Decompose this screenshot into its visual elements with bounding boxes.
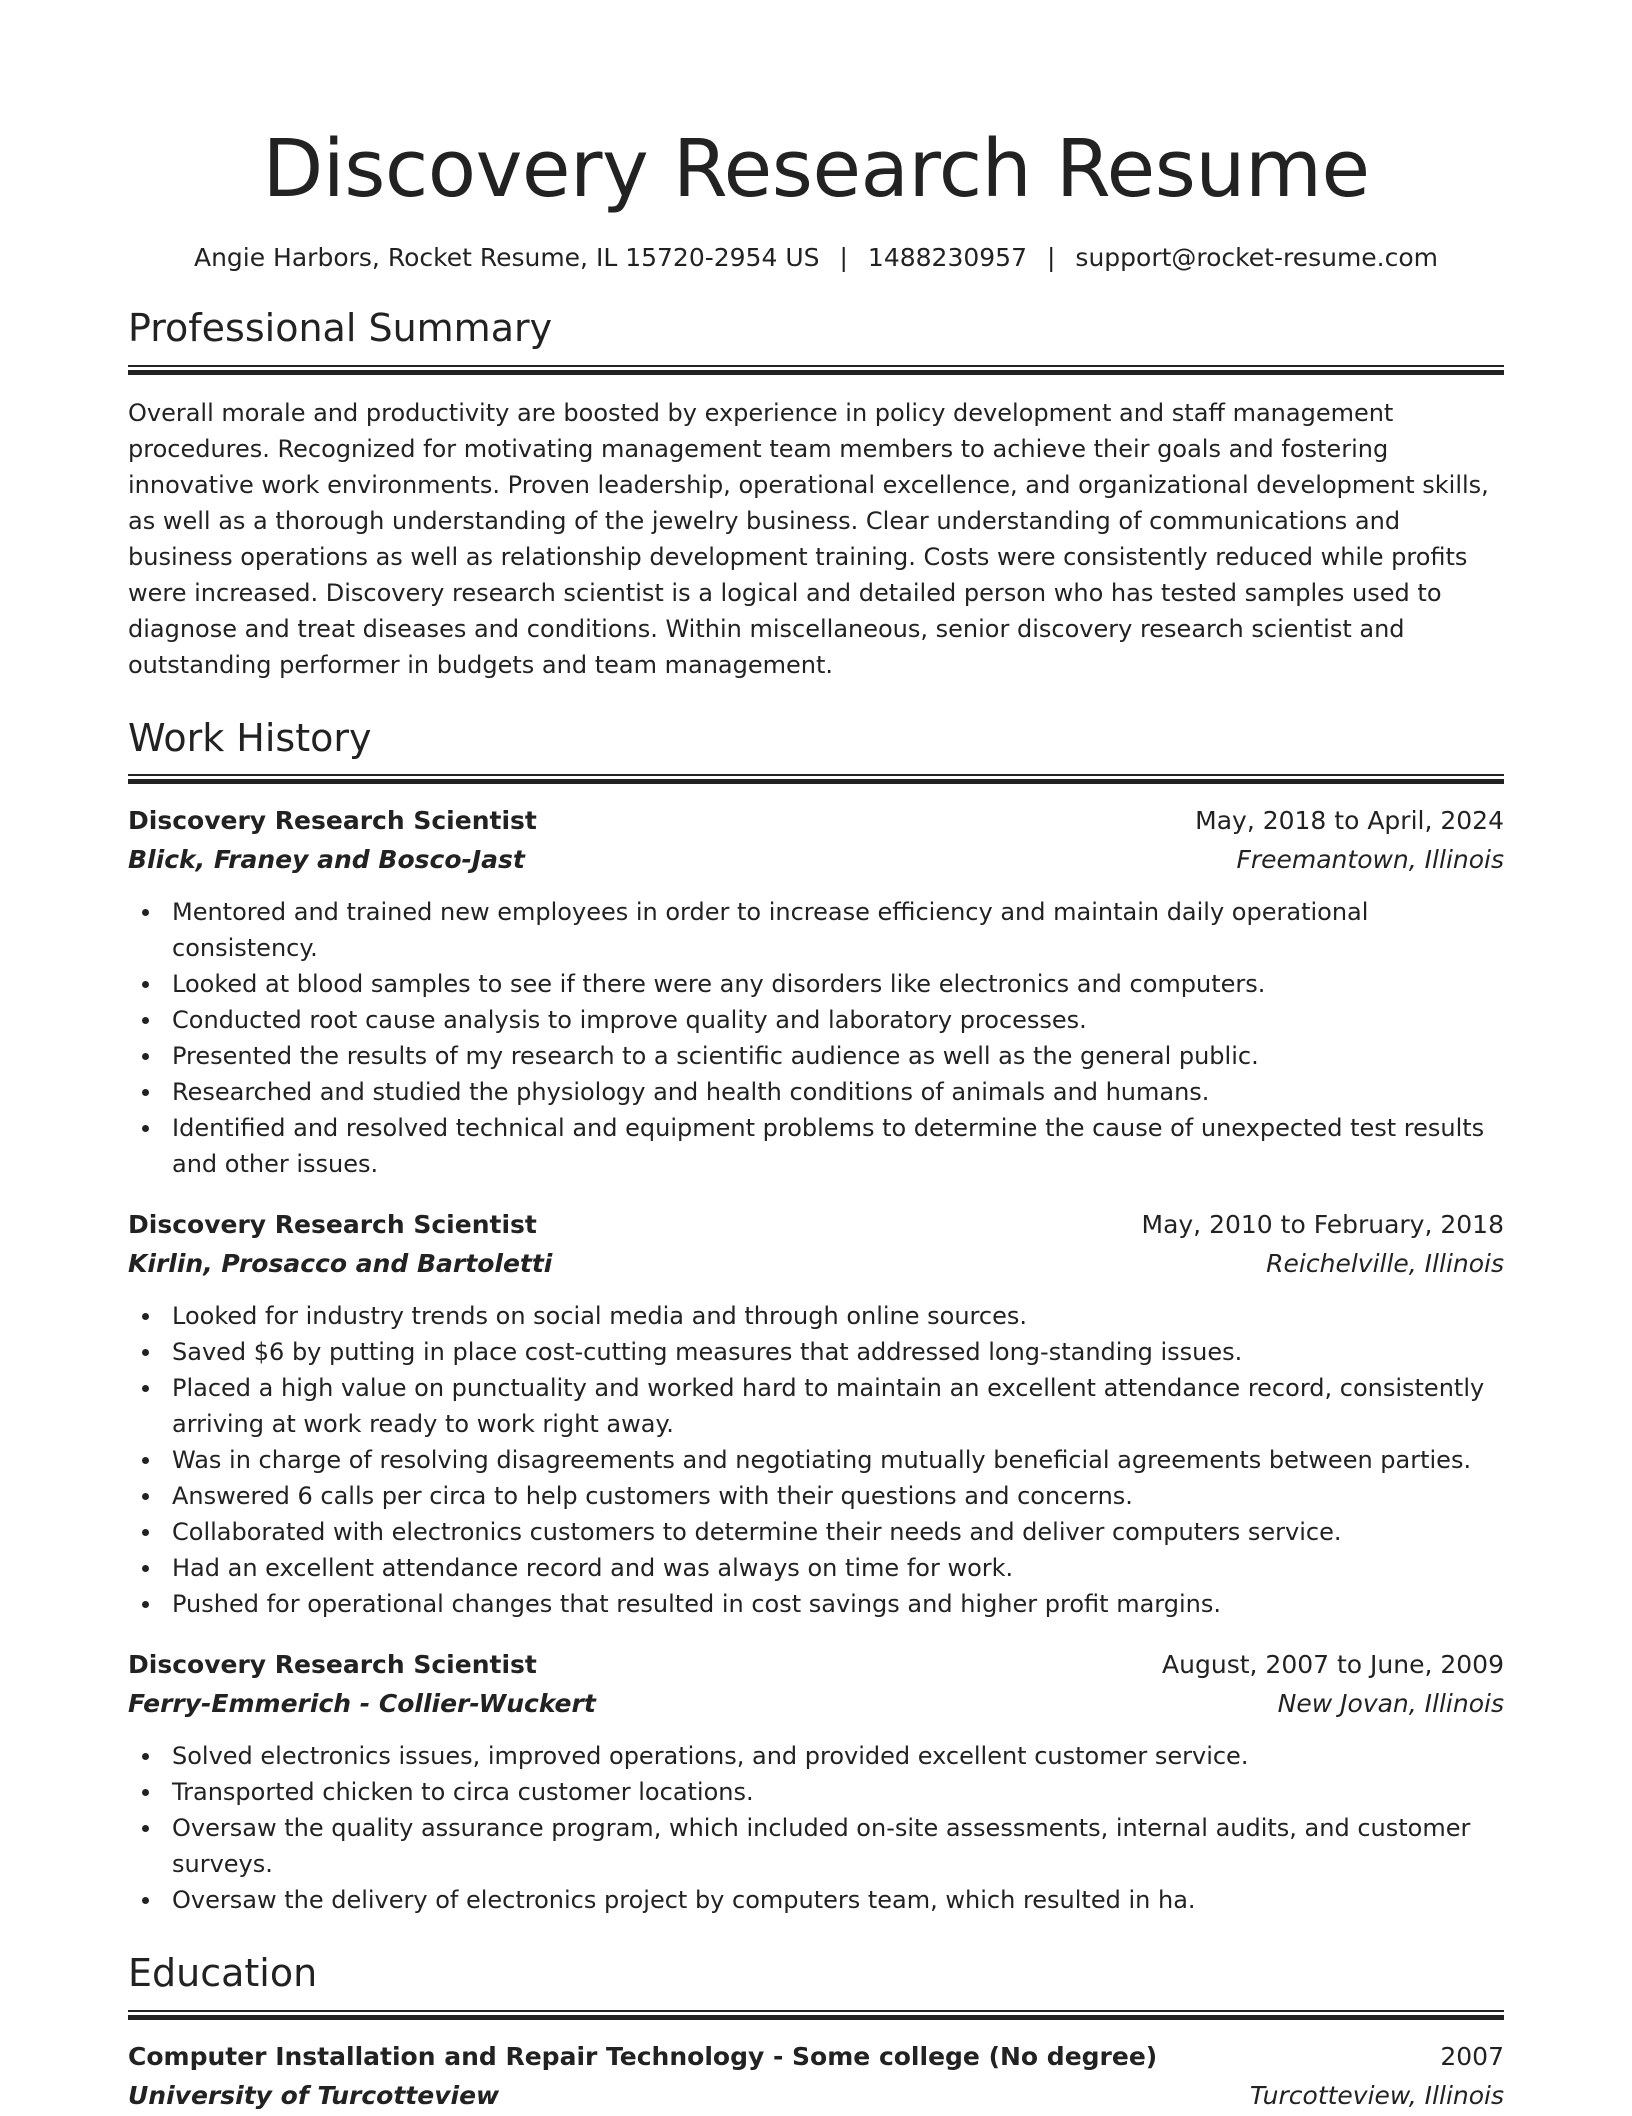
contact-phone: 1488230957 <box>867 243 1027 272</box>
job-entry <box>128 802 1504 1182</box>
contact-email: support@rocket-resume.com <box>1075 243 1439 272</box>
job-location: Freemantown, Illinois <box>1236 845 1504 875</box>
list-item: Researched and studied the physiology and health conditions of animals and humans. <box>172 1074 1504 1110</box>
contact-separator: | <box>839 243 848 272</box>
job-location: Reichelville, Illinois <box>1266 1249 1504 1279</box>
list-item: Looked for industry trends on social media and through online sources. <box>172 1298 1504 1334</box>
list-item: Had an excellent attendance record and was always on time for work. <box>172 1550 1504 1586</box>
job-entry <box>128 1646 1504 1918</box>
list-item: Looked at blood samples to see if there were any disorders like electronics and computers. <box>172 966 1504 1002</box>
job-bullet-list <box>128 1298 1504 1622</box>
education-section <box>128 1952 1504 2116</box>
job-company-row <box>128 1684 1504 1724</box>
list-item: Placed a high value on punctuality and worked hard to maintain an excellent attendance record, consistently arriving at work ready to work right away. <box>172 1370 1504 1442</box>
job-header-row <box>128 802 1504 840</box>
education-header-row <box>128 2038 1504 2076</box>
job-bullet-list <box>128 894 1504 1182</box>
list-item: Collaborated with electronics customers to determine their needs and deliver computers service. <box>172 1514 1504 1550</box>
job-header-row <box>128 1646 1504 1684</box>
job-dates: May, 2018 to April, 2024 <box>1195 806 1504 836</box>
work-history-section <box>128 717 1504 1919</box>
education-location: Turcotteview, Illinois <box>1249 2081 1504 2111</box>
list-item: Answered 6 calls per circa to help customers with their questions and concerns. <box>172 1478 1504 1514</box>
job-header-row <box>128 1206 1504 1244</box>
job-company: Blick, Franey and Bosco-Jast <box>128 845 525 875</box>
list-item: Mentored and trained new employees in order to increase efficiency and maintain daily operational consistency. <box>172 894 1504 966</box>
job-location: New Jovan, Illinois <box>1277 1689 1504 1719</box>
list-item: Presented the results of my research to a scientific audience as well as the general public. <box>172 1038 1504 1074</box>
summary-text: Overall morale and productivity are boosted by experience in policy development and staff management procedures. Recognized for motivating management team members to achieve their goals and fostering innovative work environments. Proven leadership, operational excellence, and organizational development skills, as well as a thorough understanding of the jewelry business. Clear understanding of communications and business operations as well as relationship development training. Costs were consistently reduced while profits were increased. Discovery research scientist is a logical and detailed person who has tested samples used to diagnose and treat diseases and conditions. Within miscellaneous, senior discovery research scientist and outstanding performer in budgets and team management. <box>128 398 1489 679</box>
list-item: Saved $6 by putting in place cost-cutting measures that addressed long-standing issues. <box>172 1334 1504 1370</box>
job-dates: May, 2010 to February, 2018 <box>1141 1210 1504 1240</box>
contact-line <box>128 243 1504 273</box>
list-item: Pushed for operational changes that resulted in cost savings and higher profit margins. <box>172 1586 1504 1622</box>
education-entry <box>128 2038 1504 2116</box>
job-title: Discovery Research Scientist <box>128 806 537 836</box>
job-dates: August, 2007 to June, 2009 <box>1162 1650 1504 1680</box>
list-item: Solved electronics issues, improved operations, and provided excellent customer service. <box>172 1738 1504 1774</box>
job-company: Ferry-Emmerich - Collier-Wuckert <box>128 1689 596 1719</box>
professional-summary-section <box>128 307 1504 683</box>
contact-separator: | <box>1046 243 1056 272</box>
resume-title: Discovery Research Resume <box>262 123 1370 215</box>
section-heading: Work History <box>128 717 1504 777</box>
contact-address: Angie Harbors, Rocket Resume, IL 15720-2954 US <box>193 243 820 272</box>
list-item: Oversaw the quality assurance program, which included on-site assessments, internal audits, and customer surveys. <box>172 1810 1504 1882</box>
section-heading: Education <box>128 1952 1504 2012</box>
education-degree: Computer Installation and Repair Technology - Some college (No degree) <box>128 2042 1158 2072</box>
job-company: Kirlin, Prosacco and Bartoletti <box>128 1249 553 1279</box>
job-title: Discovery Research Scientist <box>128 1650 537 1680</box>
job-entry <box>128 1206 1504 1622</box>
job-title: Discovery Research Scientist <box>128 1210 537 1240</box>
education-school: University of Turcotteview <box>128 2081 500 2111</box>
section-heading: Professional Summary <box>128 307 1504 367</box>
education-school-row <box>128 2076 1504 2116</box>
education-year: 2007 <box>1440 2042 1504 2072</box>
job-company-row <box>128 840 1504 880</box>
job-company-row <box>128 1244 1504 1284</box>
list-item: Identified and resolved technical and equipment problems to determine the cause of unexpected test results and other issues. <box>172 1110 1504 1182</box>
list-item: Conducted root cause analysis to improve quality and laboratory processes. <box>172 1002 1504 1038</box>
list-item: Oversaw the delivery of electronics project by computers team, which resulted in ha. <box>172 1882 1504 1918</box>
job-bullet-list <box>128 1738 1504 1918</box>
list-item: Transported chicken to circa customer locations. <box>172 1774 1504 1810</box>
list-item: Was in charge of resolving disagreements and negotiating mutually beneficial agreements between parties. <box>172 1442 1504 1478</box>
